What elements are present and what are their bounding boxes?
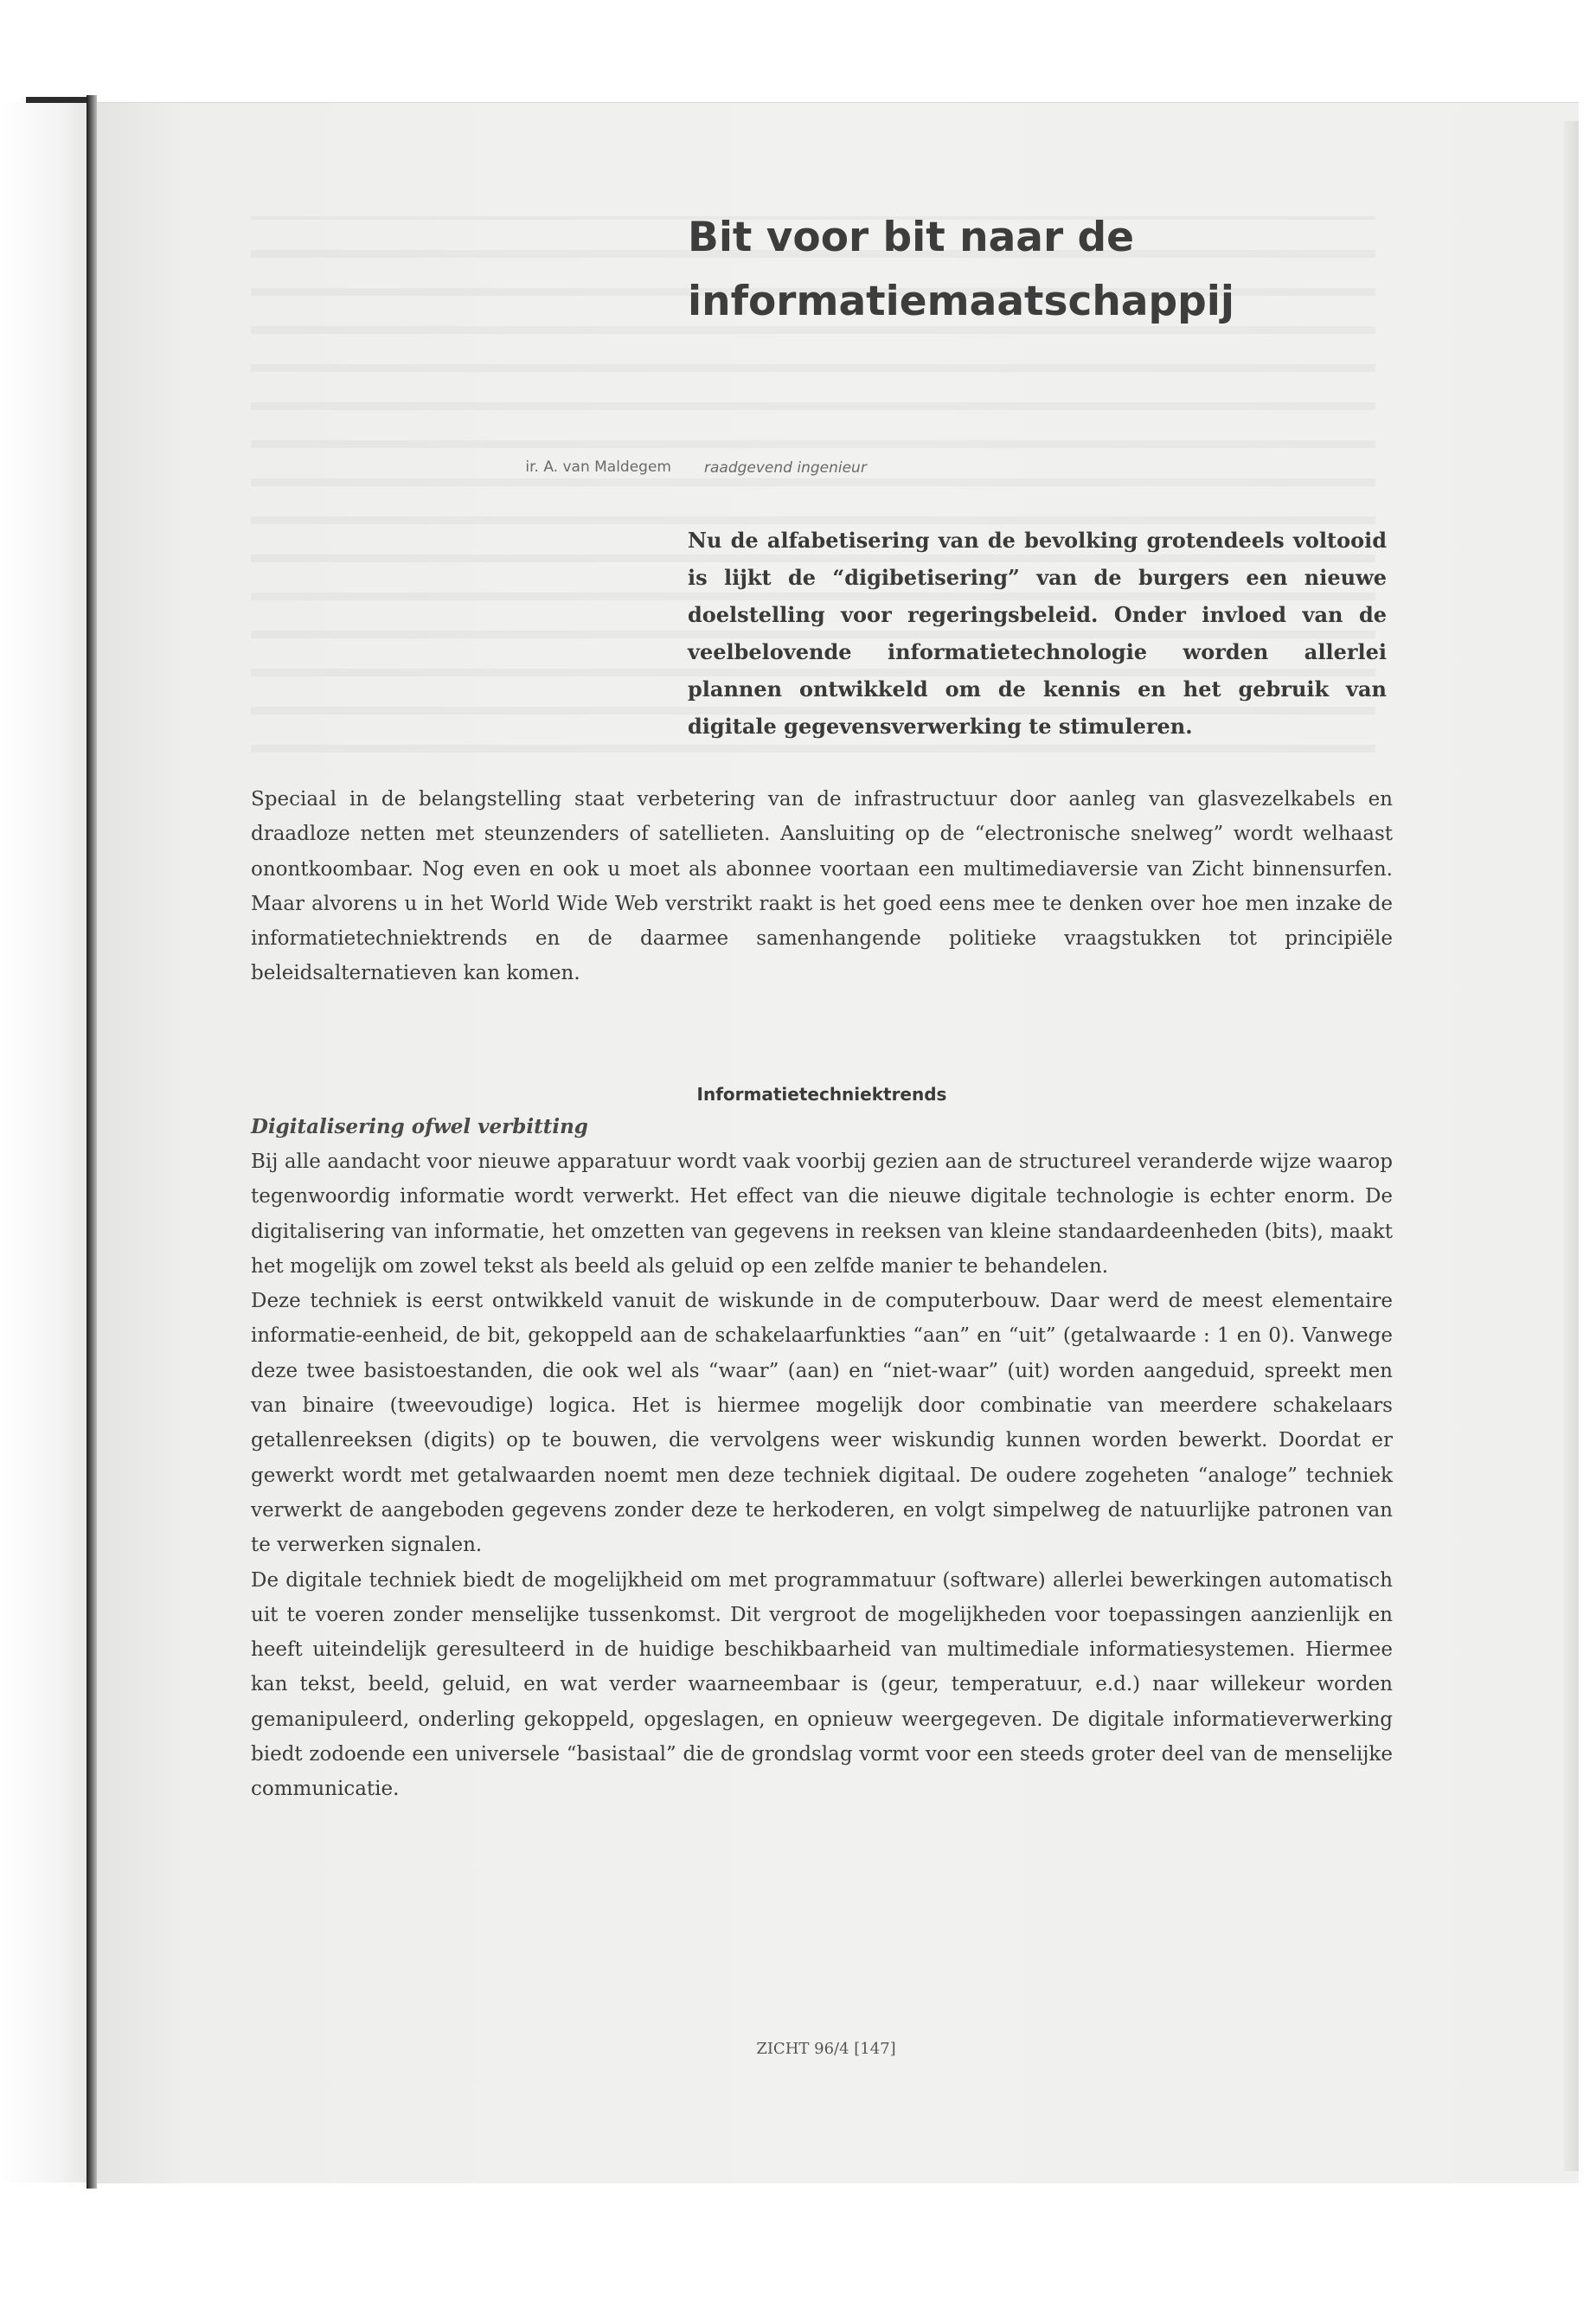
page-edge-right [1564,121,1579,2171]
section-heading: Informatietechniektrends [696,1084,947,1105]
intro-paragraph: Speciaal in de belangstelling staat verbetering van de infrastructuur door aanleg van glasvezelkabels en draadloze netten met steunzenders of satellieten. Aansluiting op de “electronische snelweg” wordt welhaast onontkoombaar. Nog even en ook u moet als abonnee voortaan een multimediaversie van Zicht binnensurfen. Maar alvorens u in het World Wide Web verstrikt raakt is het goed eens mee te denken over hoe men inzake de informatietechniektrends en de daarmee samenhangende politieke vraagstukken tot principiële beleidsalternatieven kan komen. [251,788,1393,985]
binding-corner-mark [26,97,95,103]
section-subheading: Digitalisering ofwel verbitting [251,1115,588,1138]
book-spine [87,95,97,2189]
facing-page-edge [0,102,87,2182]
body-paragraph-3: De digitale techniek biedt de mogelijkheid om met programmatuur (software) allerlei bewerkingen automatisch uit te voeren zonder menselijke tussenkomst. Dit vergroot de mogelijkheden voor toepassingen aanzienlijk en heeft uiteindelijk geresulteerd in de huidige beschikbaarheid van multimediale informatiesystemen. Hiermee kan tekst, beeld, geluid, en wat verder waarneembaar is (geur, temperatuur, e.d.) naar willekeur worden gemanipuleerd, onderling gekoppeld, opgeslagen, en opnieuw weergegeven. De digitale informatieverwerking biedt zodoende een universele “basistaal” die de grondslag vormt voor een steeds groter deel van de menselijke communicatie. [251,1568,1393,1801]
body-paragraph-1: Bij alle aandacht voor nieuwe apparatuur wordt vaak voorbij gezien aan de structureel veranderde wijze waarop tegenwoordig informatie wordt verwerkt. Het effect van die nieuwe digitale technologie is echter enorm. De digitalisering van informatie, het omzetten van gegevens in reeksen van kleine standaardeenheden (bits), maakt het mogelijk om zowel tekst als beeld als geluid op een zelfde manier te behandelen. [251,1150,1393,1278]
author-name: ir. A. van Maldegem [525,458,671,476]
page-footer: ZICHT 96/4 [147] [756,2040,896,2058]
author-role: raadgevend ingenieur [704,459,867,477]
article-title: Bit voor bit naar de informatiemaatschappij [688,214,1235,325]
body-paragraph-2: Deze techniek is eerst ontwikkeld vanuit de wiskunde in de computerbouw. Daar werd de meest elementaire informatie-eenheid, de bit, gekoppeld aan de schakelaarfunkties “aan” en “uit” (getalwaarde : 1 en 0). Vanwege deze twee basistoestanden, die ook wel als “waar” (aan) en “niet-waar” (uit) worden aangeduid, spreekt men van binaire (tweevoudige) logica. Het is hiermee mogelijk door combinatie van meerdere schakelaars getallenreeksen (digits) op te bouwen, die vervolgens weer wiskundig kunnen worden bewerkt. Doordat er gewerkt wordt met getalwaarden noemt men deze techniek digitaal. De oudere zogeheten “analoge” techniek verwerkt de aangeboden gegevens zonder deze te herkoderen, en volgt simpelweg de natuurlijke patronen van te verwerken signalen. [251,1290,1393,1557]
section-informatietechniektrends [251,1079,1393,1807]
lead-paragraph: Nu de alfabetisering van de bevolking grotendeels voltooid is lijkt de “digibetisering” van de burgers een nieuwe doelstelling voor regeringsbeleid. Onder invloed van de veelbelovende informatietechnologie worden allerlei plannen ontwikkeld om de kennis en het gebruik van digitale gegevensverwerking te stimuleren. [688,528,1387,739]
